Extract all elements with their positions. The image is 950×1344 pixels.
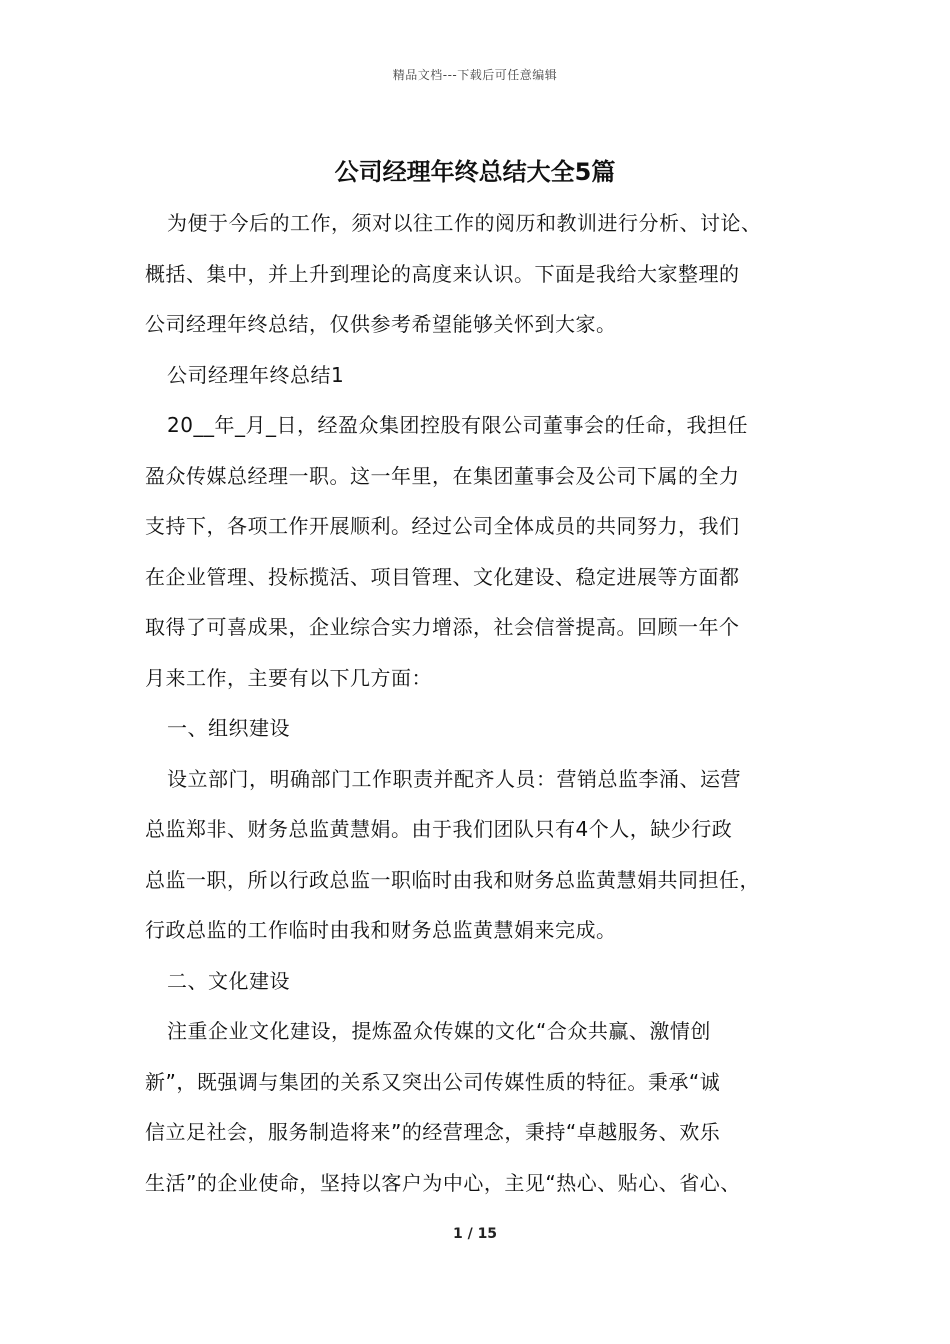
culture-line-4: 生活”的企业使命，坚持以客户为中心，主见“热心、贴心、省心、 bbox=[145, 1170, 741, 1195]
summary-line-5: 取得了可喜成果，企业综合实力增添，社会信誉提高。回顾一年个 bbox=[145, 615, 740, 639]
page-header bbox=[0, 66, 950, 83]
page-total: 15 bbox=[477, 1226, 498, 1242]
page-separator: / bbox=[467, 1226, 473, 1242]
page-current: 1 bbox=[452, 1226, 463, 1242]
organization-line-1: 设立部门，明确部门工作职责并配齐人员：营销总监李涌、运营 bbox=[167, 766, 741, 791]
intro-line-1: 为便于今后的工作，须对以往工作的阅历和教训进行分析、讨论、 bbox=[167, 211, 762, 235]
summary-line-3: 支持下，各项工作开展顺利。经过公司全体成员的共同努力，我们 bbox=[145, 514, 740, 538]
organization-line-2: 总监郑非、财务总监黄慧娟。由于我们团队只有4个人，缺少行政 bbox=[145, 817, 733, 841]
section-heading-culture: 二、文化建设 bbox=[167, 968, 290, 993]
culture-line-2: 新”，既强调与集团的关系又突出公司传媒性质的特征。秉承“诚 bbox=[145, 1069, 721, 1094]
summary-line-6: 月来工作，主要有以下几方面： bbox=[145, 665, 432, 690]
culture-line-3: 信立足社会，服务制造将来”的经营理念，秉持“卓越服务、欢乐 bbox=[145, 1120, 721, 1144]
intro-line-3: 公司经理年终总结，仅供参考希望能够关怀到大家。 bbox=[145, 312, 617, 336]
page-number bbox=[0, 1226, 950, 1242]
summary-line-1: 20__年_月_日，经盈众集团控股有限公司董事会的任命，我担任 bbox=[167, 413, 748, 437]
culture-line-1: 注重企业文化建设，提炼盈众传媒的文化“合众共赢、激情创 bbox=[167, 1019, 711, 1043]
organization-line-3: 总监一职，所以行政总监一职临时由我和财务总监黄慧娟共同担任， bbox=[145, 867, 760, 892]
document-body bbox=[145, 198, 825, 1208]
intro-line-2: 概括、集中，并上升到理论的高度来认识。下面是我给大家整理的 bbox=[145, 261, 740, 286]
section-heading-organization: 一、组织建设 bbox=[167, 716, 290, 740]
document-title: 公司经理年终总结大全5篇 bbox=[334, 158, 616, 186]
section-heading-summary-1: 公司经理年终总结1 bbox=[167, 362, 345, 387]
header-text: 精品文档---下载后可任意编辑 bbox=[392, 68, 558, 82]
organization-line-4: 行政总监的工作临时由我和财务总监黄慧娟来完成。 bbox=[145, 918, 617, 942]
summary-line-4: 在企业管理、投标揽活、项目管理、文化建设、稳定进展等方面都 bbox=[145, 564, 740, 589]
summary-line-2: 盈众传媒总经理一职。这一年里，在集团董事会及公司下属的全力 bbox=[145, 463, 740, 488]
